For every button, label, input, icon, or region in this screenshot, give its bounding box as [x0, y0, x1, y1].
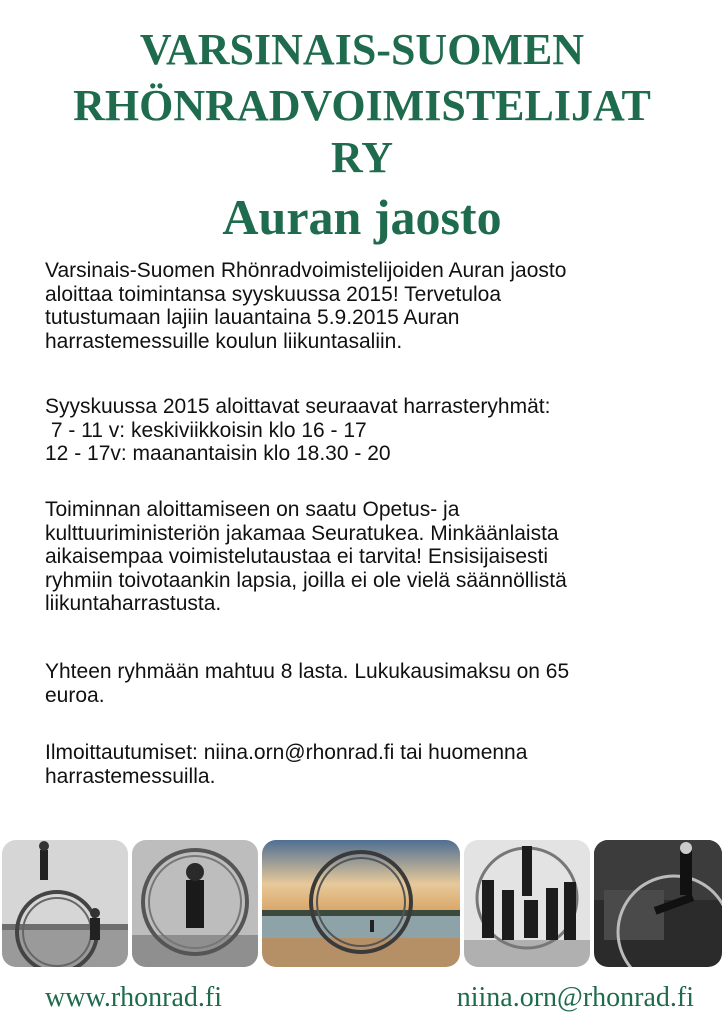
text-line: 7 - 11 v: keskiviikkoisin klo 16 - 17 [45, 418, 367, 442]
website-link[interactable]: www.rhonrad.fi [45, 982, 223, 1013]
text-line: harrastemessuille koulun liikuntasaliin. [45, 329, 403, 353]
fee-paragraph [45, 660, 675, 707]
text-line: aikaisempaa voimistelutaustaa ei tarvita! Ensisijaisesti [45, 545, 549, 568]
text-line: Yhteen ryhmään mahtuu 8 lasta. Lukukausimaksu on 65 [45, 660, 570, 683]
groups-paragraph [45, 395, 675, 466]
text-line: kulttuuriministeriön jakamaa Seuratukea. Minkäänlaista [45, 521, 559, 545]
photo-wheel-outdoor [2, 840, 128, 967]
org-name-line-2: RHÖNRADVOIMISTELIJAT [73, 81, 651, 130]
email-link[interactable]: niina.orn@rhonrad.fi [456, 982, 694, 1013]
text-line: euroa. [45, 683, 105, 707]
text-line: 12 - 17v: maanantaisin klo 18.30 - 20 [45, 442, 391, 465]
text-line: Varsinais-Suomen Rhönradvoimistelijoiden Auran jaosto [45, 259, 567, 282]
text-line: Ilmoittautumiset: niina.orn@rhonrad.fi tai huomenna [45, 741, 528, 764]
text-line: ryhmiin toivotaankin lapsia, joilla ei ole vielä säännöllistä [45, 568, 567, 592]
section-subtitle: Auran jaosto [222, 189, 502, 245]
registration-paragraph [45, 741, 675, 788]
photo-wheel-gym [132, 840, 258, 967]
text-line: liikuntaharrastusta. [45, 592, 222, 615]
text-line: Syyskuussa 2015 aloittavat seuraavat harrasteryhmät: [45, 395, 551, 418]
photo-wheel-brick-wall [594, 840, 722, 967]
funding-paragraph [45, 498, 675, 616]
org-name-line-3: RY [330, 133, 393, 182]
text-line: aloittaa toimintansa syyskuussa 2015! Tervetuloa [45, 282, 502, 306]
org-name-line-1: VARSINAIS-SUOMEN [139, 25, 585, 74]
text-line: tutustumaan lajiin lauantaina 5.9.2015 Auran [45, 306, 460, 329]
photo-wheel-beach-sunset [262, 840, 460, 967]
text-line: Toiminnan aloittamiseen on saatu Opetus- ja [45, 498, 460, 521]
photo-group-wheel [464, 840, 590, 967]
text-line: harrastemessuilla. [45, 764, 216, 788]
intro-paragraph [45, 259, 675, 353]
